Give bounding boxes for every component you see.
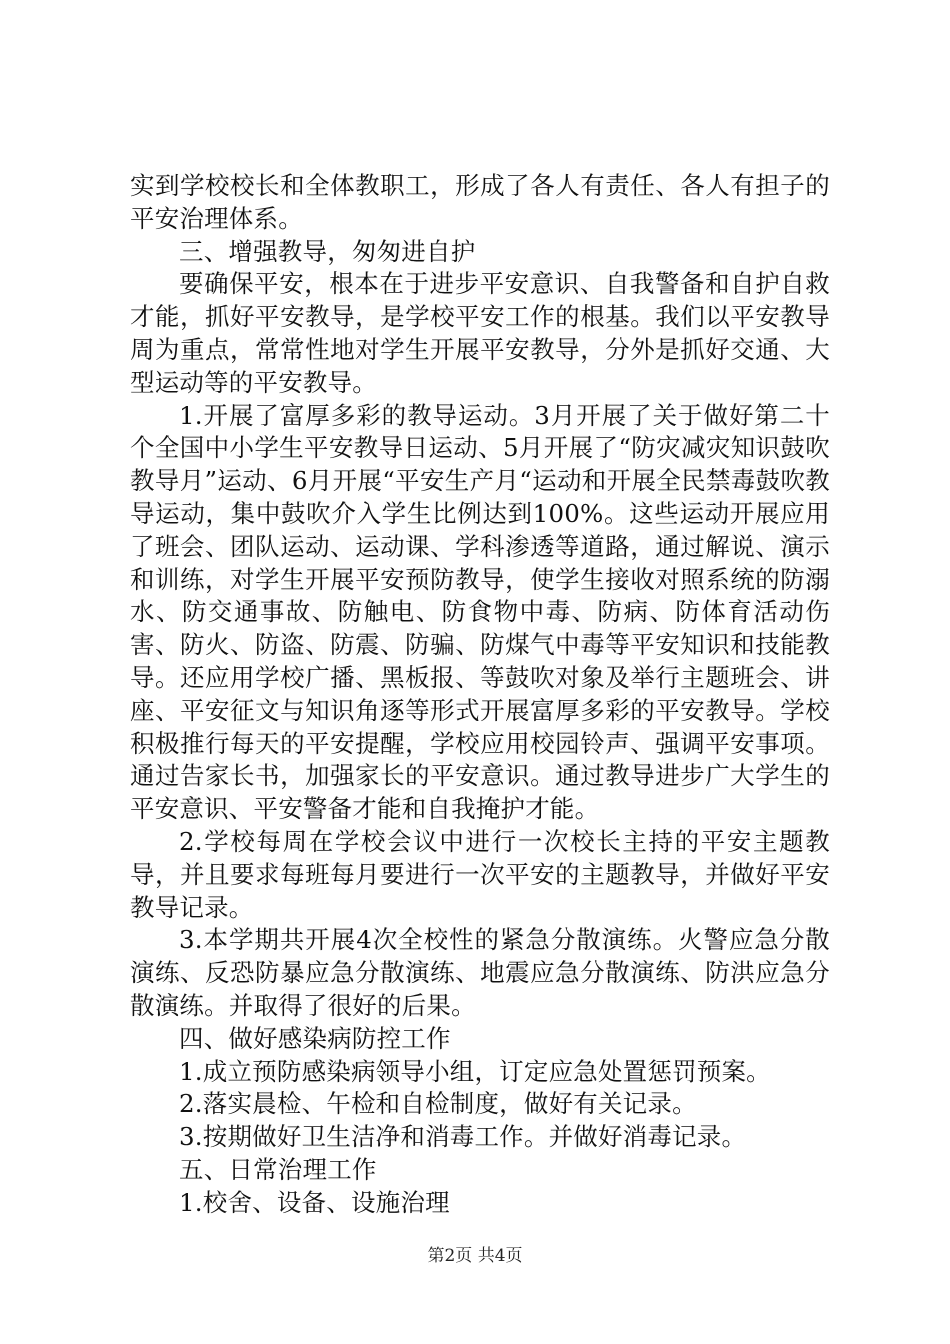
document-body — [130, 170, 830, 1220]
list-item: 1.校舍、设备、设施治理 — [179, 1187, 450, 1217]
list-item: 1.成立预防感染病领导小组，订定应急处置惩罚预案。 — [179, 1056, 771, 1086]
section-heading-3: 三、增强教导，匆匆进自护 — [179, 236, 476, 266]
paragraph: 要确保平安，根本在于进步平安意识、自我警备和自护自救才能，抓好平安教导，是学校平安工作的根基。我们以平安教导周为重点，常常性地对学生开展平安教导，分外是抓好交通、大型运动等的平安教导。 — [130, 269, 830, 397]
list-item: 2.学校每周在学校会议中进行一次校长主持的平安主题教导，并且要求每班每月要进行一次平安的主题教导，并做好平安教导记录。 — [130, 826, 830, 922]
page-number-footer: 第2页 共4页 — [427, 1246, 523, 1266]
list-item: 3.本学期共开展4次全校性的紧急分散演练。火警应急分散演练、反恐防暴应急分散演练、地震应急分散演练、防洪应急分散演练。并取得了很好的后果。 — [130, 925, 830, 1020]
paragraph-continuation: 实到学校校长和全体教职工，形成了各人有责任、各人有担子的平安治理体系。 — [130, 171, 830, 233]
section-heading-5: 五、日常治理工作 — [179, 1154, 377, 1184]
section-heading-4: 四、做好感染病防控工作 — [179, 1023, 451, 1053]
list-item: 2.落实晨检、午检和自检制度，做好有关记录。 — [179, 1089, 697, 1119]
list-item: 3.按期做好卫生洁净和消毒工作。并做好消毒记录。 — [179, 1122, 747, 1152]
list-item: 1.开展了富厚多彩的教导运动。3月开展了关于做好第二十个全国中小学生平安教导日运动、5月开展了“防灾减灾知识鼓吹教导月”运动、6月开展“平安生产月“运动和开展全民禁毒鼓吹教导运动，集中鼓吹介入学生比例达到100%。这些运动开展应用了班会、团队运动、运动课、学科渗透等道路，通过解说、演示和训练，对学生开展平安预防教导，使学生接收对照系统的防溺水、防交通事故、防触电、防食物中毒、防病、防体育活动伤害、防火、防盗、防震、防骗、防煤气中毒等平安知识和技能教导。还应用学校广播、黑板报、等鼓吹对象及举行主题班会、讲座、平安征文与知识角逐等形式开展富厚多彩的平安教导。学校积极推行每天的平安提醒，学校应用校园铃声、强调平安事项。通过告家长书，加强家长的平安意识。通过教导进步广大学生的平安意识、平安警备才能和自我掩护才能。 — [130, 400, 830, 824]
